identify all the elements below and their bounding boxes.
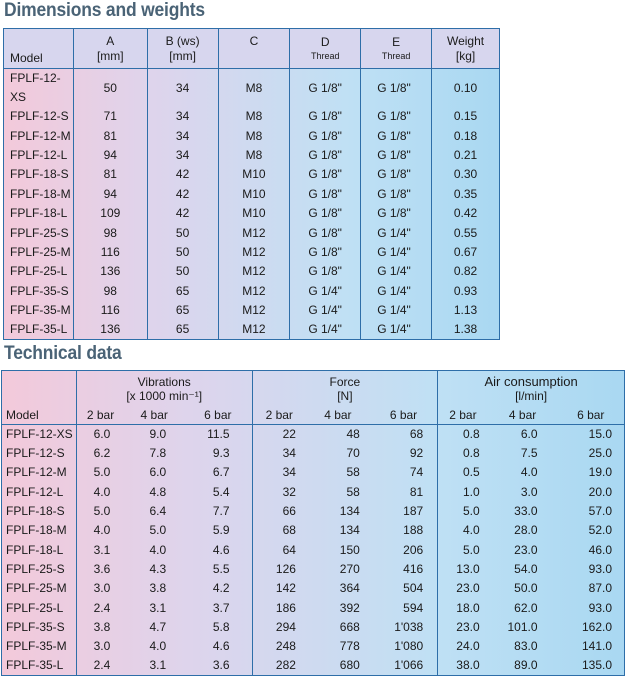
dimensions-header-row: [4, 29, 500, 69]
cell-c: M12: [218, 243, 290, 262]
cell-e: G 1/4": [361, 282, 432, 301]
cell-air-4bar: 4.0: [520, 465, 538, 480]
cell-a: 94: [73, 185, 147, 204]
col-header-c: C: [218, 29, 290, 69]
cell-force-6bar: 188: [403, 523, 424, 538]
cell-b: 42: [147, 165, 218, 184]
technical-group-header-row: [2, 371, 625, 407]
cell-vib-4bar: 3.1: [149, 600, 167, 615]
cell-d: G 1/8": [290, 126, 361, 145]
col-header-b: B (ws) [mm]: [147, 29, 218, 69]
table-row: [2, 483, 625, 502]
cell-force-2bar: 186: [252, 598, 306, 617]
cell-force-2bar: 64: [252, 540, 306, 559]
cell-model: FPLF-18-L: [6, 542, 64, 557]
cell-vib-6bar: 5.5: [212, 561, 230, 576]
cell-weight: 0.15: [432, 107, 500, 126]
cell-d: G 1/4": [290, 301, 361, 320]
table-row: [4, 126, 500, 145]
technical-data-table: [1, 370, 625, 676]
cell-a: 136: [73, 262, 147, 281]
table-row: [4, 282, 500, 301]
cell-model: FPLF-35-M: [10, 303, 71, 318]
cell-air-4bar: 62.0: [514, 600, 538, 615]
cell-air-6bar: 93.0: [588, 561, 612, 576]
cell-d: G 1/8": [290, 107, 361, 126]
cell-force-4bar: 150: [339, 542, 360, 557]
cell-model: FPLF-35-L: [10, 322, 68, 337]
table-row: [2, 463, 625, 482]
force-6bar-header: 6 bar: [370, 407, 438, 425]
cell-model: FPLF-25-L: [10, 264, 68, 279]
cell-air-4bar: 54.0: [514, 561, 538, 576]
cell-model: FPLF-12-L: [10, 147, 68, 162]
cell-c: M10: [218, 185, 290, 204]
cell-force-6bar: 504: [403, 581, 424, 596]
cell-force-6bar: 594: [403, 600, 424, 615]
cell-weight: 0.18: [432, 126, 500, 145]
cell-b: 42: [147, 204, 218, 223]
cell-b: 50: [147, 262, 218, 281]
cell-c: M10: [218, 204, 290, 223]
table-row: [4, 320, 500, 340]
cell-weight: 0.35: [432, 185, 500, 204]
table-row: [4, 243, 500, 262]
cell-e: G 1/4": [361, 301, 432, 320]
table-row: [2, 618, 625, 637]
cell-d: G 1/8": [290, 165, 361, 184]
cell-air-4bar: 28.0: [514, 523, 538, 538]
cell-model: FPLF-25-L: [6, 600, 64, 615]
cell-weight: 0.10: [432, 69, 500, 108]
cell-model: FPLF-12-L: [6, 484, 64, 499]
cell-vib-4bar: 4.7: [149, 619, 167, 634]
cell-a: 81: [73, 126, 147, 145]
cell-vib-6bar: 9.3: [212, 446, 230, 461]
cell-air-2bar: 38.0: [438, 656, 488, 676]
cell-a: 50: [73, 69, 147, 108]
cell-air-4bar: 50.0: [514, 581, 538, 596]
cell-vib-4bar: 4.3: [149, 561, 167, 576]
cell-force-6bar: 187: [403, 504, 424, 519]
cell-air-6bar: 87.0: [588, 581, 612, 596]
air-2bar-header: 2 bar: [438, 407, 488, 425]
cell-air-4bar: 7.5: [520, 446, 538, 461]
cell-air-4bar: 83.0: [514, 639, 538, 654]
cell-vib-2bar: 2.4: [76, 656, 124, 676]
cell-weight: 0.55: [432, 223, 500, 242]
cell-model: FPLF-25-M: [10, 244, 71, 259]
cell-force-4bar: 680: [339, 658, 360, 673]
cell-b: 34: [147, 107, 218, 126]
cell-weight: 0.42: [432, 204, 500, 223]
cell-weight: 0.82: [432, 262, 500, 281]
cell-e: G 1/4": [361, 243, 432, 262]
cell-e: G 1/8": [361, 165, 432, 184]
cell-vib-6bar: 5.4: [212, 484, 230, 499]
cell-force-2bar: 248: [252, 637, 306, 656]
cell-air-4bar: 6.0: [520, 427, 538, 441]
cell-model: FPLF-12-S: [10, 109, 69, 124]
cell-vib-4bar: 5.0: [149, 523, 167, 538]
cell-vib-6bar: 11.5: [207, 427, 230, 441]
cell-model: FPLF-35-S: [10, 283, 69, 298]
cell-air-6bar: 25.0: [588, 446, 612, 461]
cell-d: G 1/4": [290, 282, 361, 301]
cell-force-4bar: 392: [339, 600, 360, 615]
cell-force-6bar: 206: [403, 542, 424, 557]
cell-air-6bar: 57.0: [588, 504, 612, 519]
cell-c: M8: [218, 126, 290, 145]
cell-air-2bar: 13.0: [438, 560, 488, 579]
cell-model: FPLF-12-S: [6, 446, 65, 461]
cell-a: 109: [73, 204, 147, 223]
cell-vib-6bar: 6.7: [212, 465, 230, 480]
cell-force-2bar: 142: [252, 579, 306, 598]
cell-force-4bar: 668: [339, 619, 360, 634]
cell-d: G 1/4": [290, 320, 361, 340]
model-header-spacer: [2, 371, 77, 407]
cell-force-4bar: 134: [339, 523, 360, 538]
dimensions-weights-title: Dimensions and weights: [4, 0, 205, 21]
cell-air-2bar: 23.0: [438, 579, 488, 598]
cell-force-6bar: 74: [409, 465, 424, 480]
col-header-a: A [mm]: [73, 29, 147, 69]
cell-weight: 0.67: [432, 243, 500, 262]
cell-weight: 0.30: [432, 165, 500, 184]
cell-vib-4bar: 3.1: [149, 658, 167, 673]
cell-e: G 1/4": [361, 320, 432, 340]
table-row: [4, 107, 500, 126]
table-row: [4, 146, 500, 165]
cell-a: 98: [73, 223, 147, 242]
col-header-model: Model: [4, 29, 74, 69]
cell-force-2bar: 66: [252, 502, 306, 521]
cell-model: FPLF-35-L: [6, 658, 64, 673]
cell-c: M12: [218, 320, 290, 340]
cell-force-6bar: 81: [409, 484, 424, 499]
cell-e: G 1/8": [361, 146, 432, 165]
cell-e: G 1/8": [361, 69, 432, 108]
cell-vib-2bar: 6.2: [76, 444, 124, 463]
cell-force-6bar: 92: [409, 446, 424, 461]
cell-d: G 1/8": [290, 243, 361, 262]
cell-b: 34: [147, 69, 218, 108]
force-2bar-header: 2 bar: [252, 407, 306, 425]
cell-e: G 1/4": [361, 223, 432, 242]
cell-c: M12: [218, 223, 290, 242]
table-row: [4, 204, 500, 223]
cell-weight: 1.38: [432, 320, 500, 340]
group-header-air-consumption: Air consumption [l/min]: [438, 371, 625, 407]
cell-b: 34: [147, 126, 218, 145]
cell-air-4bar: 101.0: [507, 619, 538, 634]
cell-air-6bar: 141.0: [581, 639, 612, 654]
table-row: [2, 502, 625, 521]
cell-air-6bar: 46.0: [588, 542, 612, 557]
cell-b: 50: [147, 243, 218, 262]
cell-air-6bar: 162.0: [581, 619, 612, 634]
cell-vib-2bar: 4.0: [76, 521, 124, 540]
cell-a: 81: [73, 165, 147, 184]
cell-vib-4bar: 6.0: [149, 465, 167, 480]
vibrations-6bar-header: 6 bar: [184, 407, 252, 425]
cell-force-2bar: 294: [252, 618, 306, 637]
vibrations-2bar-header: 2 bar: [76, 407, 124, 425]
cell-force-6bar: 1'038: [394, 619, 424, 634]
cell-d: G 1/8": [290, 204, 361, 223]
cell-air-6bar: 15.0: [588, 427, 612, 441]
cell-air-2bar: 1.0: [438, 483, 488, 502]
cell-force-4bar: 270: [339, 561, 360, 576]
col-header-weight: Weight [kg]: [432, 29, 500, 69]
cell-b: 65: [147, 301, 218, 320]
cell-model: FPLF-12-M: [6, 465, 67, 480]
cell-a: 136: [73, 320, 147, 340]
table-row: [4, 165, 500, 184]
cell-vib-4bar: 4.0: [149, 542, 167, 557]
cell-vib-6bar: 3.7: [212, 600, 230, 615]
cell-vib-2bar: 3.1: [76, 540, 124, 559]
cell-c: M10: [218, 165, 290, 184]
cell-air-2bar: 0.5: [438, 463, 488, 482]
cell-e: G 1/8": [361, 107, 432, 126]
cell-air-6bar: 52.0: [588, 523, 612, 538]
cell-force-4bar: 134: [339, 504, 360, 519]
cell-b: 65: [147, 282, 218, 301]
dimensions-table: [3, 28, 500, 340]
cell-model: FPLF-25-M: [6, 581, 67, 596]
cell-vib-2bar: 5.0: [76, 463, 124, 482]
cell-vib-4bar: 6.4: [149, 504, 167, 519]
cell-d: G 1/8": [290, 69, 361, 108]
table-row: [4, 262, 500, 281]
table-row: [4, 223, 500, 242]
cell-air-2bar: 5.0: [438, 502, 488, 521]
table-row: [4, 69, 500, 108]
cell-vib-6bar: 4.6: [212, 542, 230, 557]
table-row: [2, 656, 625, 676]
cell-model: FPLF-18-S: [6, 504, 65, 519]
cell-vib-6bar: 5.9: [212, 523, 230, 538]
cell-air-6bar: 19.0: [588, 465, 612, 480]
cell-a: 98: [73, 282, 147, 301]
cell-vib-2bar: 3.6: [76, 560, 124, 579]
cell-force-2bar: 32: [252, 483, 306, 502]
cell-force-6bar: 416: [403, 561, 424, 576]
col-header-model: Model: [2, 407, 77, 425]
cell-a: 71: [73, 107, 147, 126]
group-header-vibrations: Vibrations [x 1000 min⁻¹]: [76, 371, 252, 407]
cell-c: M12: [218, 282, 290, 301]
cell-d: G 1/8": [290, 185, 361, 204]
cell-air-4bar: 33.0: [514, 504, 538, 519]
cell-air-2bar: 4.0: [438, 521, 488, 540]
cell-air-2bar: 18.0: [438, 598, 488, 617]
cell-air-2bar: 24.0: [438, 637, 488, 656]
cell-force-4bar: 58: [346, 484, 360, 499]
cell-vib-2bar: 6.0: [76, 425, 124, 445]
table-row: [2, 540, 625, 559]
cell-model: FPLF-25-S: [10, 225, 69, 240]
technical-data-title: Technical data: [4, 343, 122, 364]
cell-c: M12: [218, 262, 290, 281]
cell-vib-4bar: 7.8: [149, 446, 167, 461]
cell-d: G 1/8": [290, 146, 361, 165]
cell-e: G 1/4": [361, 262, 432, 281]
cell-model: FPLF-18-M: [10, 186, 71, 201]
table-row: [2, 579, 625, 598]
cell-d: G 1/8": [290, 223, 361, 242]
cell-vib-6bar: 4.6: [212, 639, 230, 654]
cell-vib-6bar: 3.6: [212, 658, 230, 673]
air-4bar-header: 4 bar: [488, 407, 558, 425]
cell-vib-4bar: 9.0: [149, 427, 167, 441]
cell-air-2bar: 0.8: [438, 444, 488, 463]
cell-b: 42: [147, 185, 218, 204]
cell-d: G 1/8": [290, 262, 361, 281]
cell-weight: 0.21: [432, 146, 500, 165]
table-row: [2, 425, 625, 445]
table-row: [2, 560, 625, 579]
cell-force-6bar: 68: [409, 427, 424, 441]
cell-e: G 1/8": [361, 126, 432, 145]
cell-force-4bar: 48: [346, 427, 360, 441]
force-4bar-header: 4 bar: [306, 407, 370, 425]
col-header-d: D Thread: [290, 29, 361, 69]
cell-c: M8: [218, 107, 290, 126]
cell-e: G 1/8": [361, 204, 432, 223]
cell-c: M8: [218, 69, 290, 108]
cell-b: 34: [147, 146, 218, 165]
cell-b: 65: [147, 320, 218, 340]
cell-weight: 1.13: [432, 301, 500, 320]
cell-force-4bar: 364: [339, 581, 360, 596]
cell-model: FPLF-12-XS: [10, 71, 61, 104]
cell-weight: 0.93: [432, 282, 500, 301]
cell-air-2bar: 5.0: [438, 540, 488, 559]
cell-force-4bar: 778: [339, 639, 360, 654]
cell-vib-4bar: 4.0: [149, 639, 167, 654]
table-row: [2, 521, 625, 540]
cell-e: G 1/8": [361, 185, 432, 204]
cell-model: FPLF-35-M: [6, 639, 67, 654]
cell-a: 94: [73, 146, 147, 165]
cell-force-2bar: 282: [252, 656, 306, 676]
cell-vib-2bar: 3.0: [76, 637, 124, 656]
cell-force-4bar: 70: [346, 446, 360, 461]
cell-vib-2bar: 5.0: [76, 502, 124, 521]
col-header-e: E Thread: [361, 29, 432, 69]
cell-model: FPLF-12-M: [10, 128, 71, 143]
table-row: [2, 444, 625, 463]
cell-vib-2bar: 4.0: [76, 483, 124, 502]
cell-force-2bar: 126: [252, 560, 306, 579]
cell-vib-2bar: 3.8: [76, 618, 124, 637]
technical-pressure-header-row: [2, 407, 625, 425]
cell-force-4bar: 58: [346, 465, 360, 480]
cell-force-2bar: 34: [252, 463, 306, 482]
air-6bar-header: 6 bar: [558, 407, 625, 425]
cell-vib-6bar: 5.8: [212, 619, 230, 634]
cell-air-4bar: 89.0: [514, 658, 538, 673]
cell-air-2bar: 23.0: [438, 618, 488, 637]
cell-air-4bar: 23.0: [514, 542, 538, 557]
cell-air-2bar: 0.8: [438, 425, 488, 445]
cell-model: FPLF-12-XS: [6, 427, 73, 441]
group-header-force: Force [N]: [252, 371, 438, 407]
cell-force-6bar: 1'066: [394, 658, 424, 673]
cell-c: M12: [218, 301, 290, 320]
cell-vib-6bar: 4.2: [212, 581, 230, 596]
cell-model: FPLF-18-L: [10, 206, 68, 221]
cell-air-6bar: 20.0: [588, 484, 612, 499]
cell-a: 116: [73, 301, 147, 320]
cell-force-2bar: 68: [252, 521, 306, 540]
cell-force-2bar: 22: [252, 425, 306, 445]
cell-force-6bar: 1'080: [394, 639, 424, 654]
cell-force-2bar: 34: [252, 444, 306, 463]
cell-model: FPLF-35-S: [6, 619, 65, 634]
cell-air-6bar: 93.0: [588, 600, 612, 615]
table-row: [4, 185, 500, 204]
table-row: [2, 598, 625, 617]
cell-a: 116: [73, 243, 147, 262]
table-row: [2, 637, 625, 656]
cell-model: FPLF-25-S: [6, 561, 65, 576]
cell-b: 50: [147, 223, 218, 242]
cell-vib-2bar: 3.0: [76, 579, 124, 598]
table-row: [4, 301, 500, 320]
cell-air-4bar: 3.0: [520, 484, 538, 499]
cell-model: FPLF-18-S: [10, 167, 69, 182]
cell-vib-4bar: 3.8: [149, 581, 167, 596]
cell-vib-6bar: 7.7: [212, 504, 230, 519]
cell-vib-2bar: 2.4: [76, 598, 124, 617]
cell-c: M8: [218, 146, 290, 165]
cell-vib-4bar: 4.8: [149, 484, 167, 499]
cell-air-6bar: 135.0: [581, 658, 612, 673]
vibrations-4bar-header: 4 bar: [124, 407, 184, 425]
cell-model: FPLF-18-M: [6, 523, 67, 538]
